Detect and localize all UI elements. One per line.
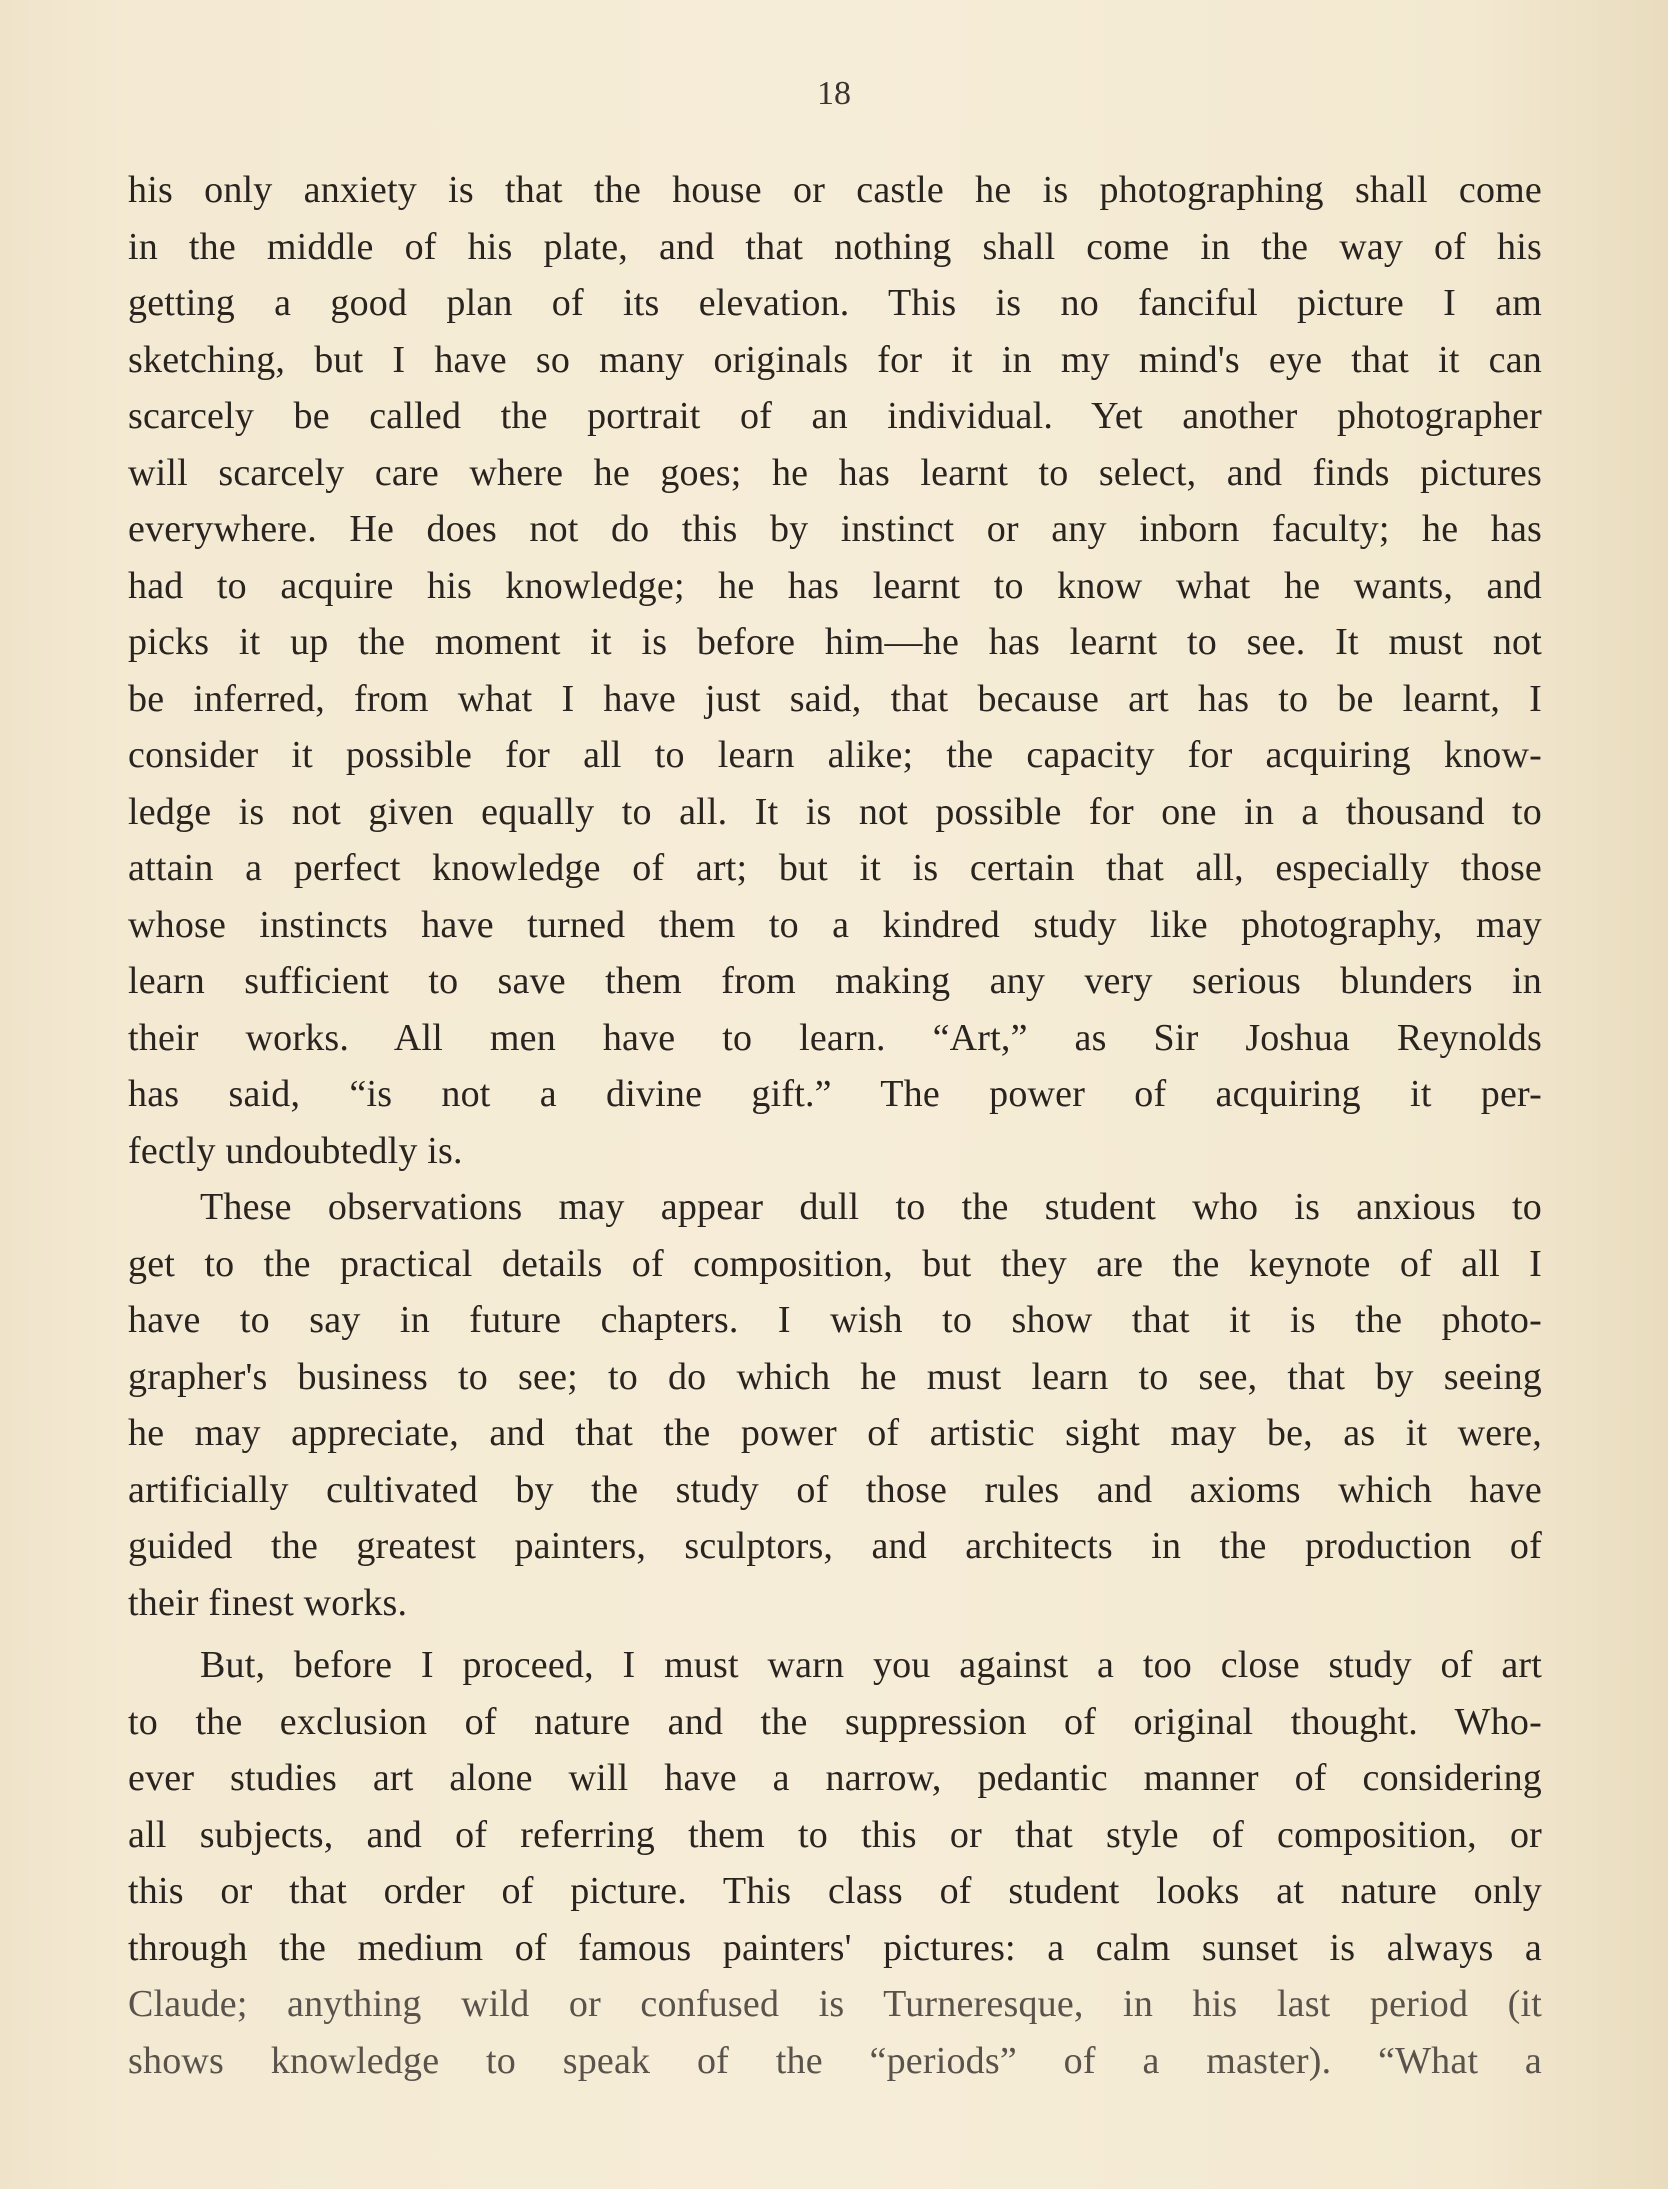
text-line: getting a good plan of its elevation. This is no fanciful picture I am bbox=[128, 282, 1542, 324]
text-line: to the exclusion of nature and the suppression of original thought. Who- bbox=[128, 1700, 1542, 1743]
text-line: his only anxiety is that the house or castle he is photographing shall come bbox=[128, 169, 1542, 211]
text-line: attain a perfect knowledge of art; but it is certain that all, especially those bbox=[128, 847, 1542, 889]
text-line: everywhere. He does not do this by instinct or any inborn faculty; he has bbox=[128, 508, 1542, 550]
text-line: have to say in future chapters. I wish to show that it is the photo- bbox=[128, 1299, 1542, 1341]
text-line: be inferred, from what I have just said, that because art has to be learnt, I bbox=[128, 677, 1542, 720]
text-line: ledge is not given equally to all. It is not possible for one in a thousand to bbox=[128, 790, 1542, 833]
text-line: he may appreciate, and that the power of artistic sight may be, as it were, bbox=[128, 1412, 1542, 1454]
text-line: their works. All men have to learn. “Art,” as Sir Joshua Reynolds bbox=[128, 1016, 1542, 1059]
paragraph-first-line: These observations may appear dull to the student who is anxious to bbox=[200, 1186, 1542, 1228]
text-line: shows knowledge to speak of the “periods” of a master). “What a bbox=[128, 2039, 1542, 2082]
text-line: their finest works. bbox=[128, 1581, 408, 1624]
body-text bbox=[128, 162, 1542, 2089]
text-line: scarcely be called the portrait of an individual. Yet another photographer bbox=[128, 395, 1542, 437]
text-line: through the medium of famous painters' pictures: a calm sunset is always a bbox=[128, 1926, 1542, 1969]
text-line: consider it possible for all to learn alike; the capacity for acquiring know- bbox=[128, 734, 1542, 776]
text-line: guided the greatest painters, sculptors, and architects in the production of bbox=[128, 1525, 1542, 1567]
paragraph-first-line: But, before I proceed, I must warn you against a too close study of art bbox=[200, 1644, 1542, 1686]
text-line: artificially cultivated by the study of those rules and axioms which have bbox=[128, 1468, 1542, 1511]
text-line: this or that order of picture. This class of student looks at nature only bbox=[128, 1870, 1542, 1912]
text-line: learn sufficient to save them from making any very serious blunders in bbox=[128, 960, 1542, 1002]
text-line: will scarcely care where he goes; he has learnt to select, and finds pictures bbox=[128, 451, 1542, 494]
text-line: grapher's business to see; to do which he must learn to see, that by seeing bbox=[128, 1355, 1542, 1398]
text-line: fectly undoubtedly is. bbox=[128, 1129, 463, 1172]
text-line: get to the practical details of composition, but they are the keynote of all I bbox=[128, 1242, 1542, 1285]
text-line: has said, “is not a divine gift.” The power of acquiring it per- bbox=[128, 1073, 1542, 1115]
text-line: all subjects, and of referring them to this or that style of composition, or bbox=[128, 1813, 1542, 1856]
text-line: ever studies art alone will have a narrow, pedantic manner of considering bbox=[128, 1757, 1542, 1799]
text-line: sketching, but I have so many originals for it in my mind's eye that it can bbox=[128, 338, 1542, 381]
text-line: had to acquire his knowledge; he has learnt to know what he wants, and bbox=[128, 564, 1542, 607]
text-line: Claude; anything wild or confused is Turneresque, in his last period (it bbox=[128, 1983, 1542, 2025]
page-number: 18 bbox=[817, 75, 851, 112]
text-line: in the middle of his plate, and that nothing shall come in the way of his bbox=[128, 225, 1542, 268]
text-line: picks it up the moment it is before him—he has learnt to see. It must not bbox=[128, 621, 1542, 663]
text-line: whose instincts have turned them to a kindred study like photography, may bbox=[128, 903, 1542, 946]
